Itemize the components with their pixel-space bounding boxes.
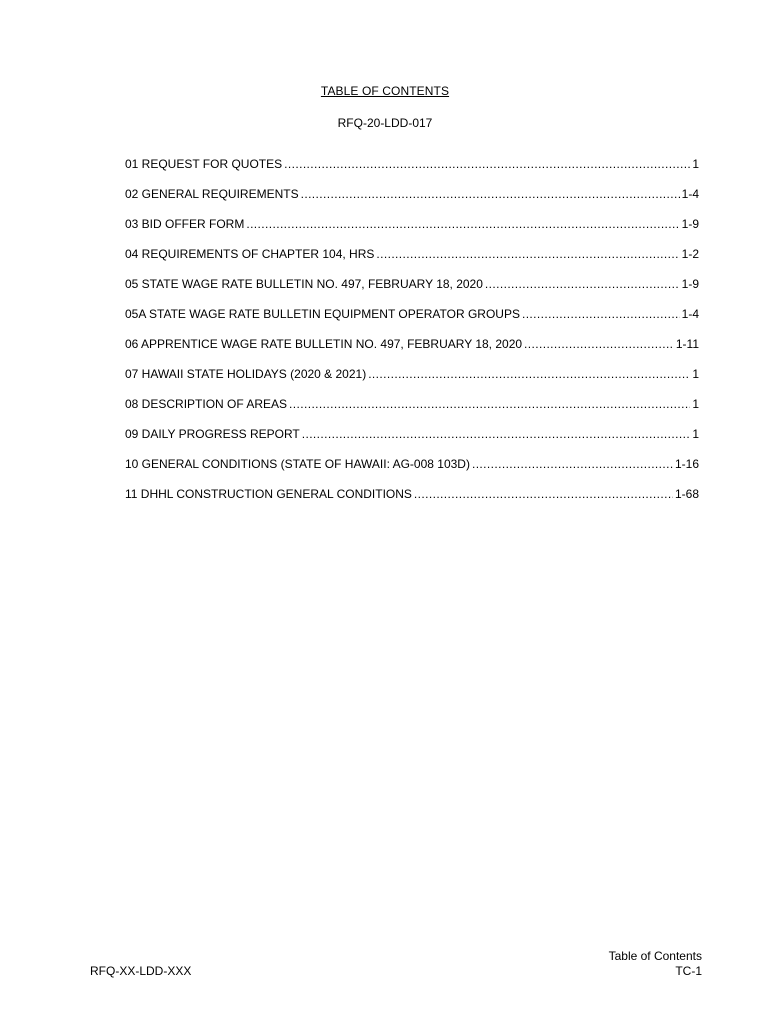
- footer-section-name: Table of Contents: [608, 949, 702, 963]
- toc-entry[interactable]: [125, 487, 699, 517]
- toc-entry-label: 08 DESCRIPTION OF AREAS: [125, 397, 288, 411]
- dot-leader: [284, 157, 690, 171]
- toc-entry[interactable]: [125, 157, 699, 187]
- toc-entry-label: 02 GENERAL REQUIREMENTS: [125, 187, 299, 201]
- toc-entry-label: 03 BID OFFER FORM: [125, 217, 245, 231]
- toc-entry[interactable]: [125, 247, 699, 277]
- dot-leader: [302, 427, 691, 441]
- toc-entry[interactable]: [125, 367, 699, 397]
- toc-entry[interactable]: [125, 457, 699, 487]
- footer-document-ref: RFQ-XX-LDD-XXX: [90, 964, 192, 978]
- toc-entry-page: 1-11: [675, 337, 699, 351]
- toc-entry-page: 1: [692, 157, 699, 171]
- toc-entry-label: 07 HAWAII STATE HOLIDAYS (2020 & 2021): [125, 367, 367, 381]
- toc-entry-label: 01 REQUEST FOR QUOTES: [125, 157, 283, 171]
- toc-entry[interactable]: [125, 397, 699, 427]
- dot-leader: [472, 457, 673, 471]
- toc-entry-label: 05 STATE WAGE RATE BULLETIN NO. 497, FEBRUARY 18, 2020: [125, 277, 483, 291]
- dot-leader: [524, 337, 674, 351]
- toc-entry-page: 1-68: [674, 487, 699, 501]
- toc-entry-page: 1-4: [681, 187, 699, 201]
- dot-leader: [246, 217, 679, 231]
- toc-entry-label: 10 GENERAL CONDITIONS (STATE OF HAWAII: AG-008 103D): [125, 457, 470, 471]
- toc-entry[interactable]: [125, 187, 699, 217]
- dot-leader: [376, 247, 679, 261]
- toc-entry-page: 1: [692, 427, 699, 441]
- toc-entry-page: 1: [692, 397, 699, 411]
- toc-entry[interactable]: [125, 277, 699, 307]
- footer-right: [609, 949, 702, 979]
- toc-entry[interactable]: [125, 307, 699, 337]
- toc-entry[interactable]: [125, 217, 699, 247]
- toc-entry-page: 1-16: [674, 457, 699, 471]
- footer-page-number: TC-1: [675, 964, 702, 978]
- document-number: RFQ-20-LDD-017: [337, 116, 433, 130]
- dot-leader: [301, 187, 680, 201]
- toc-entry[interactable]: [125, 337, 699, 367]
- toc-entry-page: 1-9: [681, 277, 699, 291]
- dot-leader: [414, 487, 673, 501]
- toc-entry-label: 09 DAILY PROGRESS REPORT: [125, 427, 300, 441]
- dot-leader: [485, 277, 680, 291]
- toc-entry-label: 04 REQUIREMENTS OF CHAPTER 104, HRS: [125, 247, 375, 261]
- toc-entry-page: 1-4: [681, 307, 699, 321]
- toc-entry-label: 06 APPRENTICE WAGE RATE BULLETIN NO. 497, FEBRUARY 18, 2020: [125, 337, 523, 351]
- dot-leader: [522, 307, 680, 321]
- toc-entry-label: 05A STATE WAGE RATE BULLETIN EQUIPMENT OPERATOR GROUPS: [125, 307, 520, 321]
- toc-entry-page: 1-9: [681, 217, 699, 231]
- toc-entry-page: 1: [692, 367, 699, 381]
- dot-leader: [368, 367, 690, 381]
- toc-entry-page: 1-2: [681, 247, 699, 261]
- dot-leader: [289, 397, 690, 411]
- table-of-contents: [125, 157, 699, 517]
- toc-entry[interactable]: [125, 427, 699, 457]
- toc-entry-label: 11 DHHL CONSTRUCTION GENERAL CONDITIONS: [125, 487, 412, 501]
- page-title: TABLE OF CONTENTS: [320, 84, 450, 98]
